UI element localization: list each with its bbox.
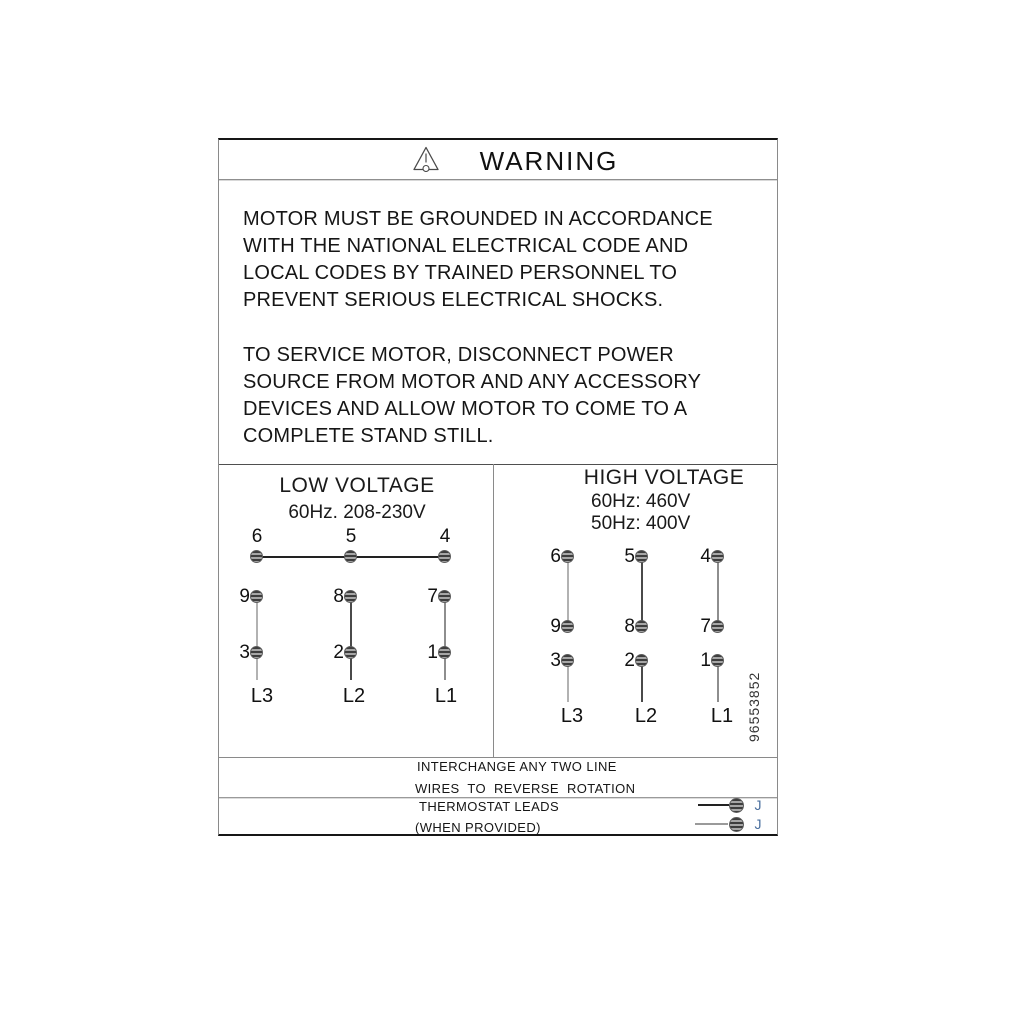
lv-wire-l2	[350, 597, 352, 680]
lv-terminal-9	[250, 590, 263, 603]
warning-title: WARNING	[479, 146, 619, 176]
warning-text-line: PREVENT SERIOUS ELECTRICAL SHOCKS.	[243, 289, 664, 311]
warning-paragraph-1	[243, 206, 758, 314]
lv-terminal-3	[250, 646, 263, 659]
hv-terminal-number-7: 7	[700, 616, 711, 637]
thermostat-lead-terminal-1	[729, 798, 744, 813]
warning-text-line: WITH THE NATIONAL ELECTRICAL CODE AND	[243, 235, 689, 257]
header-divider	[219, 179, 777, 180]
lv-line-label-l1: L1	[434, 685, 458, 707]
thermostat-lead-wire-1	[698, 804, 729, 806]
rotation-note-line-1: INTERCHANGE ANY TWO LINE	[417, 759, 617, 774]
hv-line-label-l1: L1	[710, 705, 734, 727]
warning-text-line: TO SERVICE MOTOR, DISCONNECT POWER	[243, 344, 674, 366]
warning-text-line: SOURCE FROM MOTOR AND ANY ACCESSORY	[243, 371, 702, 393]
hv-terminal-6	[561, 550, 574, 563]
hv-terminal-number-9: 9	[550, 616, 561, 637]
hv-jumper-wire-69	[567, 557, 569, 626]
hv-wire-l1	[717, 661, 719, 702]
hv-terminal-9	[561, 620, 574, 633]
hv-terminal-number-3: 3	[550, 650, 561, 671]
lv-terminal-number-6: 6	[251, 526, 263, 547]
lv-terminal-8	[344, 590, 357, 603]
warning-paragraph-2	[243, 342, 758, 450]
thermostat-lead-label-1: J	[754, 797, 762, 813]
hv-terminal-2	[635, 654, 648, 667]
lv-terminal-1	[438, 646, 451, 659]
lv-terminal-number-2: 2	[333, 642, 344, 663]
lv-terminal-7	[438, 590, 451, 603]
lv-terminal-number-1: 1	[427, 642, 438, 663]
hv-terminal-number-8: 8	[624, 616, 635, 637]
hv-terminal-7	[711, 620, 724, 633]
lv-terminal-6	[250, 550, 263, 563]
lv-terminal-number-8: 8	[333, 586, 344, 607]
hv-wire-l2	[641, 661, 643, 702]
lv-line-label-l3: L3	[250, 685, 274, 707]
hv-jumper-wire-47	[717, 557, 719, 626]
diagram-section-divider	[219, 464, 777, 465]
thermostat-lead-label-2: J	[754, 816, 762, 832]
low-voltage-subtitle: 60Hz. 208-230V	[288, 502, 426, 523]
lv-terminal-2	[344, 646, 357, 659]
lv-wire-l3	[256, 597, 258, 680]
hv-terminal-number-5: 5	[624, 546, 635, 567]
lv-terminal-5	[344, 550, 357, 563]
warning-text-line: LOCAL CODES BY TRAINED PERSONNEL TO	[243, 262, 678, 284]
motor-warning-label	[218, 138, 778, 836]
hv-line-label-l2: L2	[634, 705, 658, 727]
warning-text-line: DEVICES AND ALLOW MOTOR TO COME TO A	[243, 398, 688, 420]
lv-terminal-number-9: 9	[239, 586, 250, 607]
serial-number: 96553852	[746, 671, 762, 742]
when-provided-text: (WHEN PROVIDED)	[415, 820, 541, 835]
thermostat-leads-text: THERMOSTAT LEADS	[419, 799, 560, 814]
footer-divider-1	[219, 757, 777, 758]
hv-terminal-8	[635, 620, 648, 633]
lv-wire-l1	[444, 597, 446, 680]
lv-terminal-number-4: 4	[439, 526, 451, 547]
hv-terminal-4	[711, 550, 724, 563]
voltage-column-divider	[493, 464, 494, 757]
warning-triangle-icon	[412, 145, 440, 172]
hv-terminal-number-4: 4	[700, 546, 711, 567]
thermostat-lead-wire-2	[695, 823, 728, 825]
footer-divider-2	[219, 797, 777, 798]
warning-text-line: MOTOR MUST BE GROUNDED IN ACCORDANCE	[243, 208, 713, 230]
high-voltage-subtitle-60hz: 60Hz: 460V	[591, 491, 691, 512]
hv-terminal-5	[635, 550, 648, 563]
hv-terminal-number-6: 6	[550, 546, 561, 567]
warning-text-line: COMPLETE STAND STILL.	[243, 425, 494, 447]
hv-jumper-wire-58	[641, 557, 643, 626]
high-voltage-title: HIGH VOLTAGE	[583, 466, 745, 489]
lv-terminal-number-7: 7	[427, 586, 438, 607]
lv-terminal-number-5: 5	[345, 526, 357, 547]
hv-line-label-l3: L3	[560, 705, 584, 727]
high-voltage-subtitle-50hz: 50Hz: 400V	[591, 513, 691, 534]
thermostat-lead-terminal-2	[729, 817, 744, 832]
lv-line-label-l2: L2	[342, 685, 366, 707]
lv-terminal-4	[438, 550, 451, 563]
hv-terminal-3	[561, 654, 574, 667]
lv-terminal-number-3: 3	[239, 642, 250, 663]
hv-wire-l3	[567, 661, 569, 702]
hv-terminal-number-2: 2	[624, 650, 635, 671]
hv-terminal-1	[711, 654, 724, 667]
hv-terminal-number-1: 1	[700, 650, 711, 671]
low-voltage-title: LOW VOLTAGE	[279, 474, 435, 497]
rotation-note-line-2: WIRES TO REVERSE ROTATION	[415, 781, 636, 796]
